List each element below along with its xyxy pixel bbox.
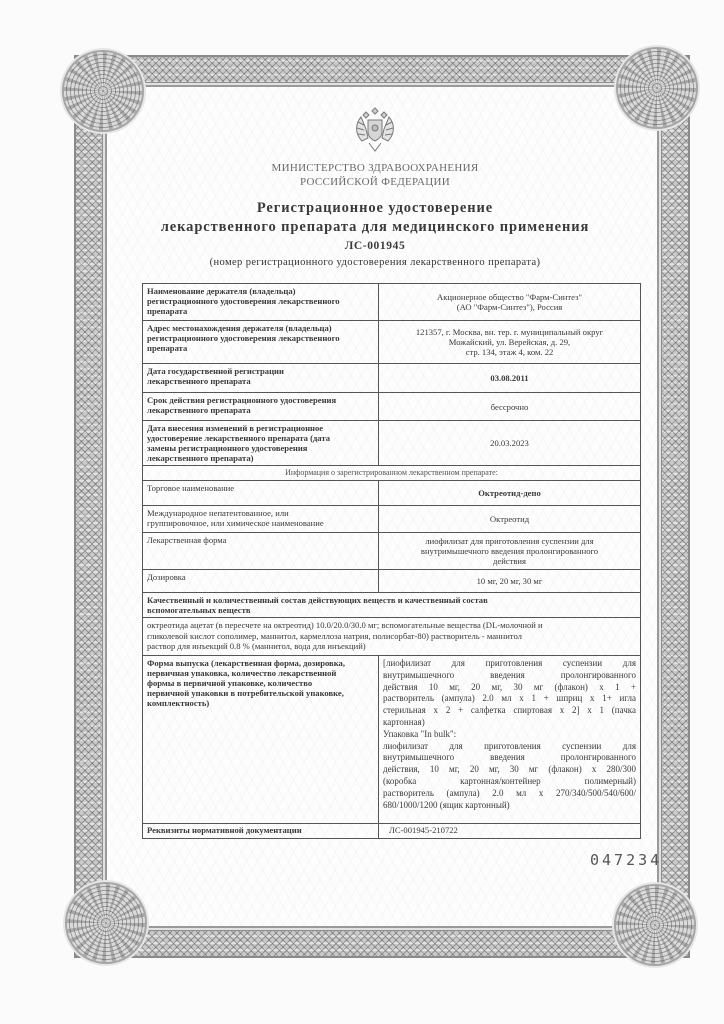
- label-line: препарата: [147, 306, 188, 316]
- heading-line: Качественный и количественный состав действующих веществ и качественный состав: [147, 595, 488, 605]
- registration-date-label: [143, 364, 379, 393]
- value-line: внутримышечного введения пролонгированного: [383, 669, 636, 680]
- label-line: препарата: [147, 343, 188, 353]
- registration-date-value: 03.08.2011: [379, 364, 641, 393]
- label-line: Адрес местонахождения держателя (владельца): [147, 323, 332, 333]
- validity-label: [143, 393, 379, 421]
- value-line: растворитель (ампула) 2.0 мл x 1 + шприц x 1+ игла: [383, 693, 636, 704]
- corner-rosette-top-left: [64, 52, 142, 130]
- composition-heading: [143, 593, 641, 618]
- label-line: регистрационного удостоверения лекарственного: [147, 296, 340, 306]
- row-composition-text: [143, 618, 641, 656]
- label-line: Дата государственной регистрации: [147, 366, 284, 376]
- label-line: удостоверение лекарственного препарата (дата: [147, 433, 331, 443]
- row-registration-date: [143, 364, 641, 393]
- row-validity: [143, 393, 641, 421]
- document-title-line1: Регистрационное удостоверение: [256, 200, 494, 216]
- dosage-label: Дозировка: [143, 570, 379, 593]
- inn-label: [143, 506, 379, 533]
- heading-line: вспомогательных веществ: [147, 605, 251, 615]
- label-line: лекарственного препарата): [147, 453, 254, 463]
- release-form-value: [379, 656, 641, 824]
- label-line: группировочное, или химическое наименование: [147, 518, 324, 528]
- value-line: растворитель (ампула) 2.0 мл x 270/340/500/540/600/: [383, 787, 636, 798]
- ministry-name-line2: РОССИЙСКОЙ ФЕДЕРАЦИИ: [299, 176, 451, 188]
- value-line: [лиофилизат для приготовления суспензии для: [383, 658, 636, 668]
- dosage-form-label: Лекарственная форма: [143, 533, 379, 570]
- value-line: Упаковка "In bulk":: [383, 728, 457, 739]
- composition-text: [143, 618, 641, 656]
- change-date-value: 20.03.2023: [379, 421, 641, 466]
- value-line: внутримышечного введения пролонгированного: [383, 752, 636, 763]
- value-line: действия, 10 мг, 20 мг, 30 мг (флакон) x 280/300: [383, 764, 636, 775]
- label-line: Международное непатентованное, или: [147, 508, 289, 518]
- label-line: лекарственного препарата: [147, 376, 251, 386]
- label-line: первичная упаковка, количество лекарственной: [147, 668, 337, 678]
- ministry-name-line1: МИНИСТЕРСТВО ЗДРАВООХРАНЕНИЯ: [271, 162, 479, 174]
- row-holder-name: [143, 284, 641, 321]
- corner-rosette-top-right: [618, 49, 696, 127]
- row-trade-name: [143, 481, 641, 506]
- value-line: лиофилизат для приготовления суспензии для: [383, 740, 636, 751]
- label-line: Форма выпуска (лекарственная форма, дозировка,: [147, 658, 345, 668]
- certificate-number-caption: (номер регистрационного удостоверения лекарственного препарата): [209, 257, 541, 268]
- row-dosage: [143, 570, 641, 593]
- label-line: регистрационного удостоверения лекарственного: [147, 333, 340, 343]
- holder-name-label: [143, 284, 379, 321]
- label-line: Дата внесения изменений в регистрационное: [147, 423, 324, 433]
- holder-name-value: [379, 284, 641, 321]
- row-dosage-form: [143, 533, 641, 570]
- value-line: 680/1000/1200 (ящик картонный): [383, 799, 510, 810]
- value-line: стерильная x 2 + салфетка спиртовая x 2] x 1 (пачка: [383, 705, 636, 716]
- trade-name-value: Октреотид-депо: [379, 481, 641, 506]
- row-composition-heading: [143, 593, 641, 618]
- label-line: Срок действия регистрационного удостоверения: [147, 395, 337, 405]
- value-line: лиофилизат для приготовления суспензии для: [425, 536, 594, 546]
- row-info-heading: [143, 466, 641, 481]
- value-line: действия: [493, 556, 526, 566]
- value-line: внутримышечного введения пролонгированного: [420, 546, 599, 556]
- release-form-label: [143, 656, 379, 824]
- trade-name-label: Торговое наименование: [143, 481, 379, 506]
- validity-value: бессрочно: [379, 393, 641, 421]
- form-serial-number: 047234: [590, 851, 663, 869]
- dosage-form-value: [379, 533, 641, 570]
- value-line: действия 10 мг, 20 мг, 30 мг (флакон) x 1 +: [383, 681, 636, 692]
- corner-rosette-bottom-right: [616, 886, 694, 964]
- value-line: Акционерное общество "Фарм-Синтез": [437, 292, 582, 302]
- holder-address-value: [379, 321, 641, 364]
- value-line: картонная): [383, 716, 425, 727]
- text-line: гликолевой кислот сополимер, маннитол, кармеллоза натрия, полисорбат-80) растворитель - маннитол: [147, 630, 522, 641]
- dosage-value: 10 мг, 20 мг, 30 мг: [379, 570, 641, 593]
- info-heading: Информация о зарегистрированном лекарственном препарате:: [143, 466, 641, 481]
- label-line: комплектность): [147, 698, 210, 708]
- value-line: стр. 134, этаж 4, ком. 22: [465, 347, 554, 357]
- label-line: лекарственного препарата: [147, 405, 251, 415]
- value-line: (АО "Фарм-Синтез"), Россия: [456, 302, 563, 312]
- row-holder-address: [143, 321, 641, 364]
- holder-address-label: [143, 321, 379, 364]
- normative-docs-value: ЛС-001945-210722: [379, 824, 641, 839]
- corner-rosette-bottom-left: [67, 884, 145, 962]
- text-line: раствор для инъекций 0.8 % (маннитол, вода для инъекций): [147, 641, 366, 651]
- inn-value: Октреотид: [379, 506, 641, 533]
- coat-of-arms-emblem: [352, 106, 398, 154]
- certificate-number: ЛС-001945: [344, 240, 406, 252]
- row-change-date: [143, 421, 641, 466]
- value-line: 121357, г. Москва, вн. тер. г. муниципальный округ: [415, 327, 604, 337]
- label-line: замены регистрационного удостоверения: [147, 443, 308, 453]
- change-date-label: [143, 421, 379, 466]
- label-line: Наименование держателя (владельца): [147, 286, 296, 296]
- value-line: (коробка картонная/контейнер полимерный): [383, 775, 636, 786]
- value-line: Можайский, ул. Верейская, д. 29,: [448, 337, 571, 347]
- label-line: первичной упаковки в потребительской упаковке,: [147, 688, 344, 698]
- row-release-form: [143, 656, 641, 824]
- row-normative-docs: [143, 824, 641, 839]
- text-line: октреотида ацетат (в пересчете на октреотид) 10.0/20.0/30.0 мг; вспомогательные вещества (DL-молочной и: [147, 620, 543, 630]
- label-line: формы в первичной упаковке, количество: [147, 678, 313, 688]
- normative-docs-label: Реквизиты нормативной документации: [143, 824, 379, 839]
- document-title-line2: лекарственного препарата для медицинского применения: [160, 219, 590, 235]
- certificate-table: [142, 283, 641, 839]
- row-inn: [143, 506, 641, 533]
